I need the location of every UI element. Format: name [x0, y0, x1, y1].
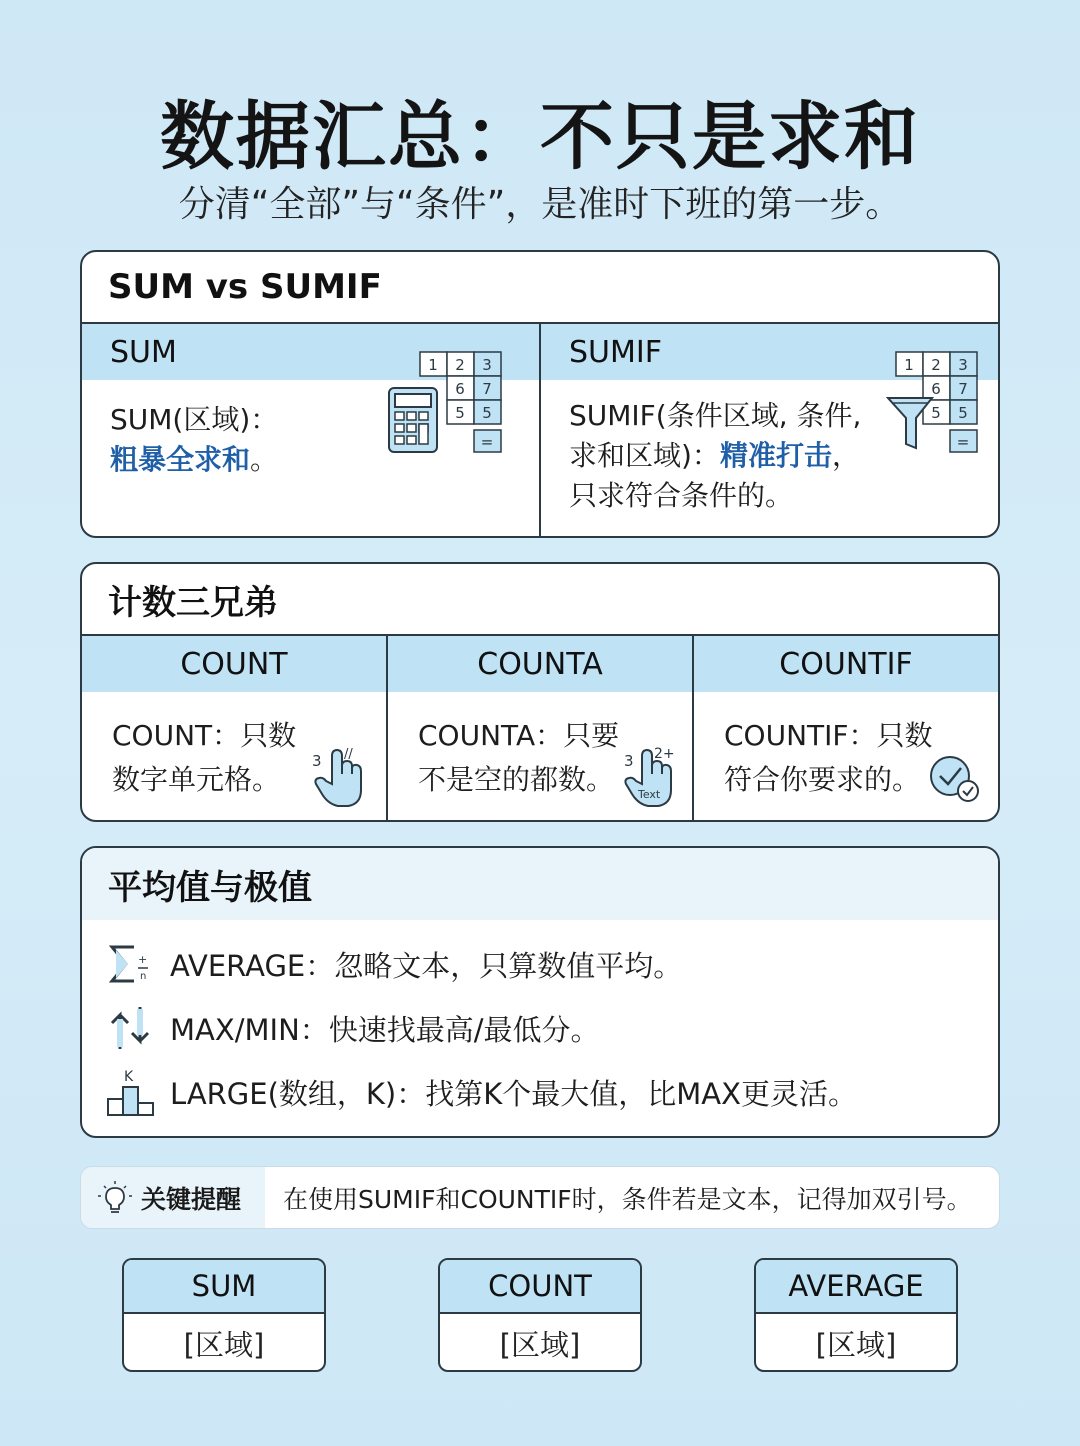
average-row	[82, 932, 998, 996]
count-heading: COUNT	[82, 636, 386, 692]
average-pill	[754, 1258, 958, 1372]
count-card	[80, 562, 1000, 822]
countif-heading: COUNTIF	[694, 636, 998, 692]
average-rows	[82, 920, 998, 1124]
check-circle-icon	[928, 754, 982, 806]
counta-column	[386, 636, 692, 822]
pill-function-name: COUNT	[440, 1260, 640, 1314]
grid-num-2: 2	[455, 356, 465, 374]
page-subtitle: 分清“全部”与“条件”，是准时下班的第一步。	[178, 184, 902, 225]
count-pill	[438, 1258, 642, 1372]
counta-line2: 不是空的都数。	[418, 763, 615, 796]
hint-text: 在使用SUMIF和COUNTIF时，条件若是文本，记得加双引号。	[283, 1184, 972, 1214]
grid-num-7: 5	[482, 404, 492, 422]
sum-syntax: SUM(区域)：	[110, 403, 279, 436]
counta-mark: 2+	[654, 746, 675, 762]
svg-text:n: n	[140, 971, 147, 982]
max-min-row	[82, 996, 998, 1060]
countif-line1: COUNTIF：只数	[724, 719, 933, 752]
sum-pill	[122, 1258, 326, 1372]
pill-argument: [区域]	[499, 1327, 581, 1362]
filter-grid-num-3: 3	[958, 356, 968, 374]
filter-grid-num-6: 5	[931, 404, 941, 422]
sumif-column	[539, 324, 998, 538]
sumif-syntax: SUMIF(条件区域, 条件,	[569, 399, 862, 432]
sumif-heading: SUMIF	[541, 324, 998, 380]
counta-line1: COUNTA：只要	[418, 719, 620, 752]
grid-num-4: 6	[455, 380, 465, 398]
sum-vs-sumif-card	[80, 250, 1000, 538]
sum-accent: 粗暴全求和	[110, 443, 251, 476]
pill-function-name: SUM	[124, 1260, 324, 1314]
card-title: 计数三兄弟	[82, 564, 998, 636]
sigma-icon	[106, 939, 156, 989]
hint-label: 关键提醒	[141, 1184, 242, 1214]
podium-k-label: K	[124, 1069, 134, 1085]
max-min-text: MAX/MIN：快速找最高/最低分。	[170, 1012, 600, 1047]
average-text: AVERAGE：忽略文本，只算数值平均。	[170, 948, 683, 983]
calculator-grid-icon	[387, 348, 507, 456]
sum-period: 。	[250, 443, 279, 476]
large-text: LARGE(数组，K)：找第K个最大值，比MAX更灵活。	[170, 1076, 857, 1111]
svg-text:+: +	[138, 953, 148, 966]
filter-grid-icon	[886, 348, 986, 456]
card-title: 平均值与极值	[82, 848, 998, 920]
countif-line2: 符合你要求的。	[724, 763, 921, 796]
count-mark: //	[344, 747, 353, 762]
sum-heading: SUM	[82, 324, 539, 380]
filter-grid-num-7: 5	[958, 404, 968, 422]
counta-badge: 3	[624, 752, 634, 770]
filter-grid-num-1: 1	[904, 356, 914, 374]
sum-columns	[82, 324, 998, 538]
grid-num-3: 3	[482, 356, 492, 374]
filter-grid-num-2: 2	[931, 356, 941, 374]
sumif-range-text: 求和区域)：	[569, 439, 720, 472]
count-columns	[82, 636, 998, 822]
count-line2: 数字单元格。	[112, 763, 281, 796]
countif-column	[692, 636, 998, 822]
page-title: 数据汇总：不只是求和	[160, 94, 920, 180]
count-line1: COUNT：只数	[112, 719, 297, 752]
count-column	[82, 636, 386, 822]
filter-grid-equals: =	[956, 433, 970, 451]
lightbulb-icon	[97, 1180, 133, 1216]
grid-num-1: 1	[428, 356, 438, 374]
pill-argument: [区域]	[183, 1327, 265, 1362]
hint-label-area	[81, 1167, 265, 1228]
filter-grid-num-4: 6	[931, 380, 941, 398]
up-down-arrows-icon	[106, 1003, 156, 1053]
pill-function-name: AVERAGE	[756, 1260, 956, 1314]
podium-k-icon	[106, 1067, 156, 1117]
average-card	[80, 846, 1000, 1138]
sumif-comma: ，	[831, 439, 860, 472]
sumif-line3: 只求符合条件的。	[569, 479, 794, 512]
key-hint-bar	[80, 1166, 1000, 1229]
sumif-accent: 精准打击	[719, 439, 832, 472]
grid-num-5: 7	[482, 380, 492, 398]
counta-heading: COUNTA	[388, 636, 692, 692]
filter-grid-num-5: 7	[958, 380, 968, 398]
counta-text-tag: Text	[638, 788, 661, 801]
pill-argument: [区域]	[815, 1327, 897, 1362]
grid-num-6: 5	[455, 404, 465, 422]
sum-column	[82, 324, 539, 538]
hand-text-icon	[622, 742, 684, 812]
hand-count-icon	[310, 744, 370, 810]
count-badge: 3	[312, 752, 322, 770]
grid-equals: =	[480, 433, 494, 451]
large-row	[82, 1060, 998, 1124]
card-title: SUM vs SUMIF	[82, 252, 998, 324]
